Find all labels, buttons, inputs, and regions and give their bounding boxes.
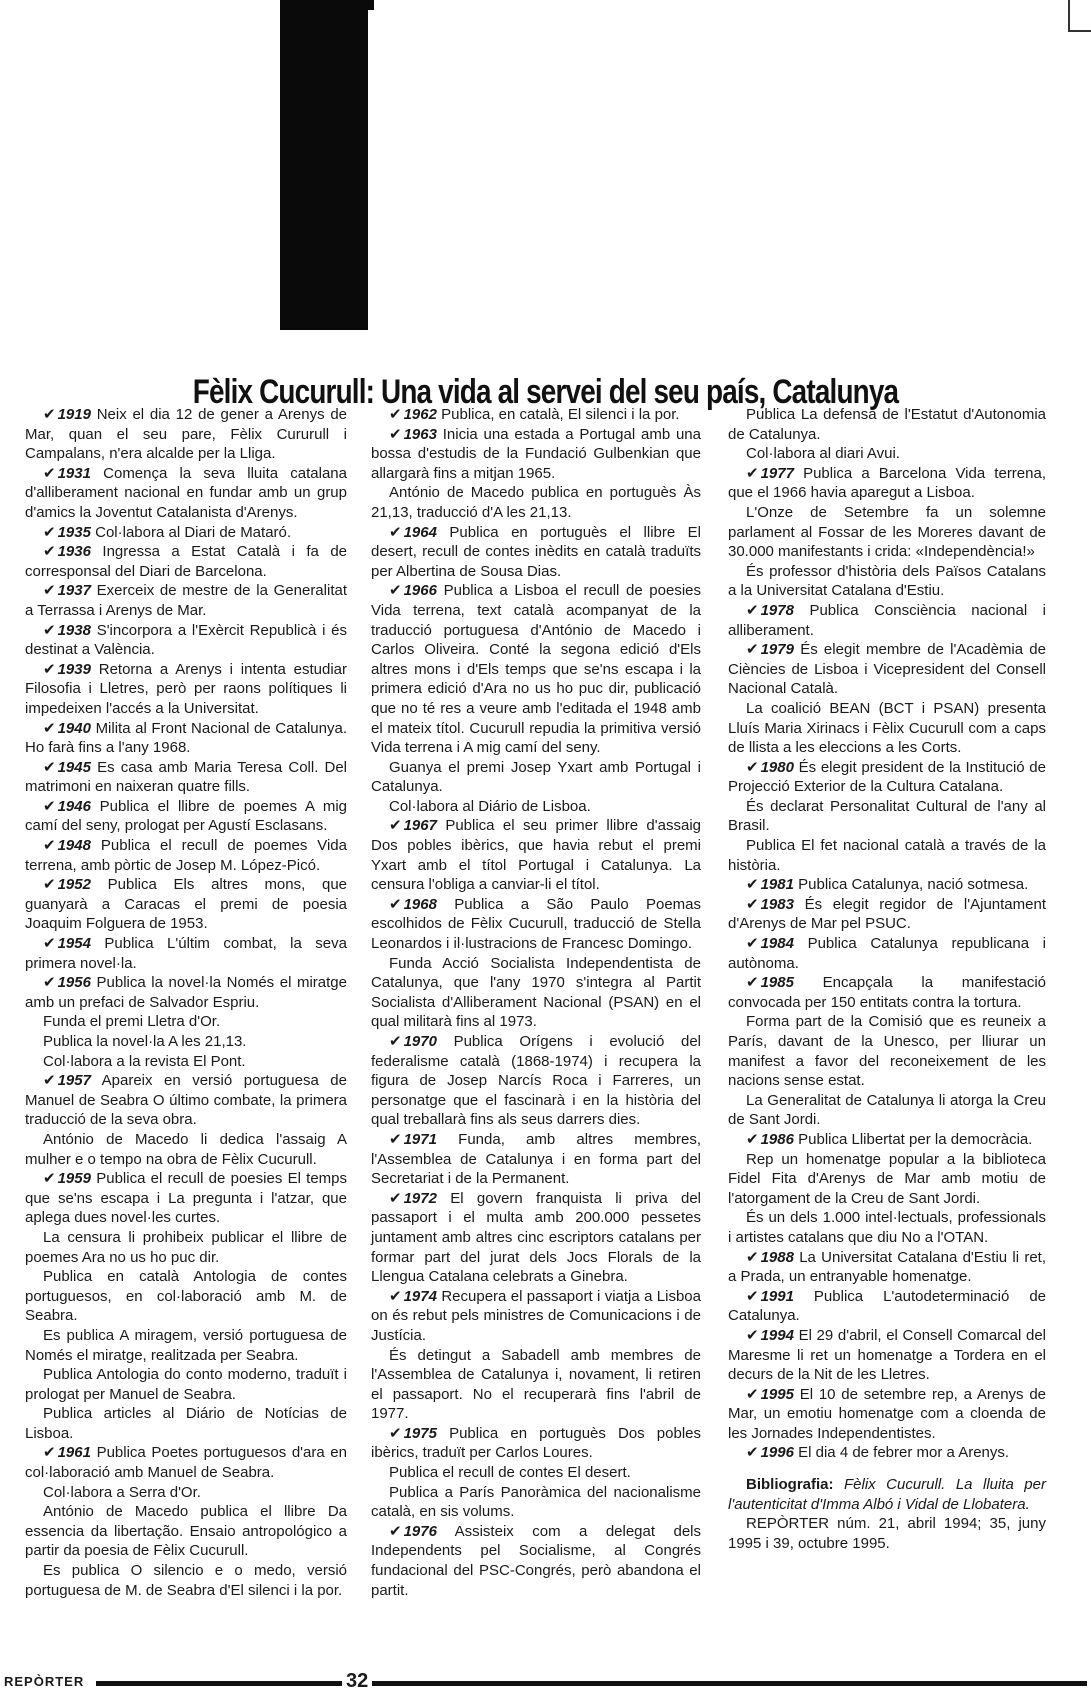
entry-year: 1964 bbox=[403, 523, 437, 541]
entry-text: És professor d'història dels Països Catalans a la Universitat Catalana d'Estiu. bbox=[728, 562, 1046, 600]
checkmark-icon: ✔ bbox=[43, 876, 56, 894]
entry-text: Forma part de la Comisió que es reuneix a París, davant de la Unesco, per lliurar un manifest a favor del reconeixement de les nacions sense estat. bbox=[728, 1013, 1046, 1090]
timeline-note bbox=[728, 797, 1046, 836]
timeline-entry bbox=[728, 1326, 1046, 1385]
timeline-entry bbox=[728, 1443, 1046, 1463]
entry-text: Encapçala la manifestació convocada per 150 entitats contra la tortura. bbox=[728, 974, 1047, 1011]
checkmark-icon: ✔ bbox=[43, 523, 56, 541]
entry-text: El 10 de setembre rep, a Arenys de Mar, un emotiu homenatge com a cloenda de les Jornades Independentistes. bbox=[728, 1385, 1046, 1442]
magazine-name: REPÒRTER bbox=[4, 1674, 85, 1689]
entry-year: 1957 bbox=[57, 1072, 91, 1090]
entry-text: La coalició BEAN (BCT i PSAN) presenta Lluís Maria Xirinacs i Fèlix Cucurull com a caps de llista a les eleccions a les Corts. bbox=[728, 699, 1046, 757]
timeline-entry bbox=[25, 758, 347, 797]
entry-text: Publica el recull de contes El desert. bbox=[389, 1464, 631, 1482]
timeline-note bbox=[728, 1150, 1046, 1209]
entry-text: Col·labora a Serra d'Or. bbox=[43, 1483, 201, 1501]
checkmark-icon: ✔ bbox=[389, 1522, 402, 1540]
entry-text: Col·labora a la revista El Pont. bbox=[43, 1052, 246, 1070]
entry-text: Funda Acció Socialista Independentista de Catalunya, que l'any 1970 s'integra al Partit Socialista d'Alliberament Nacional (PSAN) en el qual militarà fins al 1973. bbox=[371, 954, 701, 1031]
timeline-entry bbox=[371, 1522, 701, 1600]
entry-year: 1966 bbox=[403, 582, 437, 600]
checkmark-icon: ✔ bbox=[746, 1287, 759, 1305]
entry-year: 1974 bbox=[403, 1287, 437, 1305]
entry-text: Recupera el passaport i viatja a Lisboa on és rebut pels ministres de Comunicacions i de Justícia. bbox=[371, 1287, 701, 1344]
entry-text: Publica en portuguès Dos pobles ibèrics, traduït per Carlos Loures. bbox=[371, 1424, 701, 1462]
entry-year: 1945 bbox=[57, 758, 91, 776]
timeline-entry bbox=[371, 523, 701, 582]
entry-year: 1967 bbox=[403, 817, 437, 835]
checkmark-icon: ✔ bbox=[43, 543, 56, 561]
timeline-note bbox=[728, 1012, 1046, 1090]
bibliography-text: Fèlix Cucurull. La lluita per l'autenticitat d'Imma Albó i Vidal de Llobatera. bbox=[728, 1476, 1046, 1513]
entry-text: Publica a París Panoràmica del nacionalisme català, en sis volums. bbox=[371, 1483, 701, 1521]
timeline-entry bbox=[371, 1032, 701, 1130]
timeline-entry bbox=[371, 1189, 701, 1287]
timeline-entry bbox=[25, 464, 347, 523]
entry-text: És elegit regidor de l'Ajuntament d'Arenys de Mar pel PSUC. bbox=[728, 895, 1046, 933]
checkmark-icon: ✔ bbox=[389, 1424, 402, 1442]
footer-rule-left bbox=[96, 1681, 342, 1686]
entry-year: 1976 bbox=[403, 1522, 437, 1540]
entry-text: Milita al Front Nacional de Catalunya. Ho farà fins a l'any 1968. bbox=[25, 719, 347, 757]
entry-text: António de Macedo publica en portuguès Às 21,13, traducció d'A les 21,13. bbox=[371, 484, 701, 521]
timeline-entry bbox=[728, 1248, 1046, 1287]
entry-text: Apareix en versió portuguesa de Manuel de Seabra O último combate, la primera traducció de la seva obra. bbox=[25, 1072, 347, 1129]
page-title: Fèlix Cucurull: Una vida al servei del seu país, Catalunya bbox=[192, 372, 899, 411]
timeline-entry bbox=[25, 1169, 347, 1228]
timeline-note bbox=[25, 1012, 347, 1032]
timeline-entry bbox=[25, 1071, 347, 1130]
entry-year: 1952 bbox=[57, 876, 91, 894]
timeline-note bbox=[25, 1561, 347, 1600]
entry-text: Publica el seu primer llibre d'assaig Dos pobles ibèrics, que havia rebut el premi Yxart amb el títol Portugal i Catalunya. La censura l'obliga a canviar-li el títol. bbox=[371, 817, 701, 894]
entry-text: L'Onze de Setembre fa un solemne parlament al Fossar de les Moreres davant de 30.000 manifestants i crida: «Independència!» bbox=[728, 503, 1046, 561]
page-number: 32 bbox=[346, 1670, 369, 1692]
entry-year: 1972 bbox=[403, 1189, 437, 1207]
timeline-note bbox=[728, 444, 1046, 464]
timeline-entry bbox=[25, 797, 347, 836]
timeline-entry bbox=[25, 581, 347, 620]
timeline-entry bbox=[25, 405, 347, 464]
entry-text: Publica Antologia do conto moderno, traduït i prologat per Manuel de Seabra. bbox=[25, 1366, 347, 1403]
entry-text: Exerceix de mestre de la Generalitat a Terrassa i Arenys de Mar. bbox=[25, 582, 347, 619]
entry-text: És detingut a Sabadell amb membres de l'Assemblea de Catalunya i, novament, li retiren el passaport. No el recuperarà fins l'abril de 1977. bbox=[371, 1346, 701, 1423]
entry-year: 1935 bbox=[57, 523, 91, 541]
checkmark-icon: ✔ bbox=[389, 406, 402, 423]
timeline-entry bbox=[25, 875, 347, 934]
timeline-entry bbox=[371, 895, 701, 954]
checkmark-icon: ✔ bbox=[43, 758, 56, 776]
entry-text: Publica Catalunya republicana i autònoma. bbox=[728, 935, 1046, 972]
timeline-note bbox=[728, 836, 1046, 875]
timeline-entry bbox=[371, 425, 701, 484]
timeline-entry bbox=[25, 973, 347, 1012]
checkmark-icon: ✔ bbox=[43, 719, 56, 737]
timeline-entry bbox=[25, 542, 347, 581]
timeline-note bbox=[371, 1483, 701, 1522]
entry-year: 1946 bbox=[57, 797, 91, 815]
entry-text: Publica a Lisboa el recull de poesies Vida terrena, text català acompanyat de la traducció portuguesa d'António de Macedo i Carlos Oliveira. Conté la segona edició d'Els altres mons i d'Els temps que se'ns escapa i la primera edició d'Ara no us ho puc dir, publicació que no té res a veure amb l'editada el 1948 amb el mateix títol. Cucurull repudia la primitiva versió Vida terrena i A mig camí del seny. bbox=[371, 582, 702, 757]
entry-year: 1986 bbox=[760, 1130, 794, 1148]
timeline-entry bbox=[25, 934, 347, 973]
entry-year: 1988 bbox=[760, 1248, 794, 1266]
timeline-entry bbox=[25, 523, 347, 543]
checkmark-icon: ✔ bbox=[389, 1189, 402, 1207]
timeline-entry bbox=[25, 660, 347, 719]
bibliography-refs: REPÒRTER núm. 21, abril 1994; 35, juny 1995 i 39, octubre 1995. bbox=[728, 1515, 1046, 1552]
checkmark-icon: ✔ bbox=[389, 1130, 402, 1148]
checkmark-icon: ✔ bbox=[43, 660, 56, 678]
entry-year: 1968 bbox=[403, 895, 437, 913]
entry-year: 1954 bbox=[57, 935, 91, 953]
timeline-entry bbox=[371, 1424, 701, 1463]
entry-text: Publica Catalunya, nació sotmesa. bbox=[798, 876, 1029, 894]
decorative-black-block bbox=[280, 0, 368, 330]
entry-text: Es casa amb Maria Teresa Coll. Del matrimoni en naixeran quatre fills. bbox=[25, 758, 347, 796]
timeline-note bbox=[371, 483, 701, 522]
timeline-note bbox=[25, 1483, 347, 1503]
timeline-entry bbox=[728, 1287, 1046, 1326]
column-3 bbox=[728, 405, 1046, 1553]
timeline-note bbox=[25, 1365, 347, 1404]
bibliography bbox=[728, 1475, 1046, 1514]
entry-text: Rep un homenatge popular a la biblioteca Fidel Fita d'Arenys de Mar amb motiu de l'atorgament de la Creu de Sant Jordi. bbox=[728, 1150, 1046, 1207]
checkmark-icon: ✔ bbox=[389, 817, 402, 835]
timeline-entry bbox=[371, 581, 701, 757]
checkmark-icon: ✔ bbox=[43, 797, 56, 815]
checkmark-icon: ✔ bbox=[43, 464, 56, 482]
checkmark-icon: ✔ bbox=[389, 1033, 402, 1050]
timeline-note bbox=[728, 699, 1046, 758]
timeline-entry bbox=[728, 640, 1046, 699]
entry-text: Neix el dia 12 de gener a Arenys de Mar, quan el seu pare, Fèlix Cururull i Campalans, n'era alcalde per la Lliga. bbox=[25, 406, 347, 463]
entry-text: Publica en català Antologia de contes portuguesos, en col·laboració amb M. de Seabra. bbox=[25, 1268, 347, 1325]
checkmark-icon: ✔ bbox=[43, 1072, 56, 1090]
timeline-note bbox=[25, 1228, 347, 1267]
entry-year: 1937 bbox=[57, 582, 91, 600]
entry-text: António de Macedo li dedica l'assaig A mulher e o tempo na obra de Fèlix Cucurull. bbox=[25, 1130, 347, 1168]
entry-year: 1970 bbox=[403, 1033, 437, 1050]
timeline-entry bbox=[728, 1130, 1046, 1150]
entry-year: 1984 bbox=[760, 935, 794, 953]
entry-text: És declarat Personalitat Cultural de l'any al Brasil. bbox=[728, 797, 1046, 835]
entry-text: Funda el premi Lletra d'Or. bbox=[43, 1013, 221, 1031]
timeline-entry bbox=[728, 464, 1046, 503]
entry-year: 1980 bbox=[760, 758, 794, 776]
checkmark-icon: ✔ bbox=[746, 1248, 759, 1266]
timeline-note bbox=[25, 1032, 347, 1052]
checkmark-icon: ✔ bbox=[746, 758, 759, 776]
checkmark-icon: ✔ bbox=[389, 425, 402, 443]
timeline-note bbox=[728, 1208, 1046, 1247]
entry-text: Retorna a Arenys i intenta estudiar Filosofia i Lletres, però per raons polítiques li impedeixen l'accés a la Universitat. bbox=[25, 660, 347, 717]
entry-text: Publica Llibertat per la democràcia. bbox=[798, 1130, 1033, 1148]
entry-text: El 29 d'abril, el Consell Comarcal del Maresme li ret un homenatge a Tordera en el decurs de la Nit de les Lletres. bbox=[728, 1326, 1046, 1384]
entry-text: Funda, amb altres membres, l'Assemblea de Catalunya i en forma part del Secretariat i de la Permanent. bbox=[371, 1130, 701, 1188]
timeline-note bbox=[728, 562, 1046, 601]
checkmark-icon: ✔ bbox=[389, 1287, 402, 1305]
entry-year: 1956 bbox=[57, 974, 91, 992]
entry-text: Es publica A miragem, versió portuguesa de Només el miratge, realitzada per Seabra. bbox=[25, 1326, 347, 1364]
timeline-note bbox=[371, 1346, 701, 1424]
timeline-entry bbox=[371, 405, 701, 425]
entry-text: Publica L'autodeterminació de Catalunya. bbox=[728, 1287, 1046, 1325]
timeline-note bbox=[25, 1130, 347, 1169]
checkmark-icon: ✔ bbox=[43, 621, 56, 639]
entry-year: 1962 bbox=[403, 406, 437, 423]
timeline-note bbox=[25, 1404, 347, 1443]
timeline-entry bbox=[25, 836, 347, 875]
checkmark-icon: ✔ bbox=[746, 601, 759, 619]
timeline-entry bbox=[728, 758, 1046, 797]
column-2 bbox=[371, 405, 701, 1600]
entry-year: 1936 bbox=[57, 543, 91, 561]
checkmark-icon: ✔ bbox=[746, 895, 759, 913]
timeline-note bbox=[728, 1091, 1046, 1130]
entry-text: Ingressa a Estat Català i fa de corresponsal del Diari de Barcelona. bbox=[25, 543, 348, 580]
entry-text: És elegit membre de l'Acadèmia de Ciències de Lisboa i Vicepresident del Consell Nacional Català. bbox=[728, 641, 1046, 698]
timeline-note bbox=[25, 1052, 347, 1072]
timeline-entry bbox=[371, 1130, 701, 1189]
entry-year: 1961 bbox=[57, 1444, 91, 1462]
column-1 bbox=[25, 405, 347, 1600]
entry-text: El govern franquista li priva del passaport i el multa amb 200.000 pessetes juntament amb altres cinc escriptors catalans per formar part del jurat dels Jocs Florals de la Llengua Catalana celebrats a Ginebra. bbox=[371, 1189, 701, 1286]
entry-text: Publica articles al Diário de Notícias de Lisboa. bbox=[25, 1405, 347, 1442]
entry-text: Publica, en català, El silenci i la por. bbox=[441, 406, 680, 423]
entry-text: Assisteix com a delegat dels Independents pel Socialisme, al Congrés fundacional del PSC-Congrés, però abandona el partit. bbox=[371, 1522, 702, 1599]
checkmark-icon: ✔ bbox=[43, 974, 56, 992]
entry-text: Comença la seva lluita catalana d'alliberament nacional en fundar amb un grup d'amics la Joventut Catalanista d'Arenys. bbox=[25, 464, 347, 521]
page-footer bbox=[0, 1672, 1091, 1694]
entry-year: 1996 bbox=[760, 1444, 794, 1462]
timeline-entry bbox=[728, 875, 1046, 895]
entry-year: 1919 bbox=[57, 406, 91, 423]
timeline-note bbox=[371, 758, 701, 797]
timeline-entry bbox=[728, 895, 1046, 934]
checkmark-icon: ✔ bbox=[43, 406, 56, 423]
entry-text: Publica L'últim combat, la seva primera novel·la. bbox=[25, 935, 347, 972]
timeline-note bbox=[371, 954, 701, 1032]
timeline-note bbox=[25, 1326, 347, 1365]
checkmark-icon: ✔ bbox=[746, 1444, 759, 1462]
entry-year: 1978 bbox=[760, 601, 794, 619]
checkmark-icon: ✔ bbox=[43, 1170, 56, 1188]
timeline-entry bbox=[25, 719, 347, 758]
checkmark-icon: ✔ bbox=[43, 837, 56, 855]
entry-text: Col·labora al diari Avui. bbox=[746, 445, 900, 463]
timeline-note bbox=[371, 1463, 701, 1483]
timeline-entry bbox=[728, 601, 1046, 640]
checkmark-icon: ✔ bbox=[746, 1385, 759, 1403]
entry-text: Publica la novel·la Només el miratge amb un prefaci de Salvador Espriu. bbox=[25, 974, 347, 1011]
entry-text: El dia 4 de febrer mor a Arenys. bbox=[798, 1444, 1010, 1462]
checkmark-icon: ✔ bbox=[43, 582, 56, 600]
entry-year: 1985 bbox=[760, 974, 794, 992]
entry-text: Publica la novel·la A les 21,13. bbox=[43, 1033, 247, 1050]
timeline-note bbox=[25, 1502, 347, 1561]
entry-text: Col·labora al Diário de Lisboa. bbox=[389, 797, 591, 815]
entry-text: Publica en portuguès el llibre El desert, recull de contes inèdits en català traduïts per Albertina de Sousa Dias. bbox=[371, 523, 702, 580]
checkmark-icon: ✔ bbox=[43, 935, 56, 953]
timeline-entry bbox=[371, 816, 701, 894]
timeline-entry bbox=[371, 1287, 701, 1346]
bibliography-label: Bibliografia: bbox=[746, 1476, 834, 1494]
checkmark-icon: ✔ bbox=[746, 641, 759, 659]
entry-year: 1971 bbox=[403, 1130, 437, 1148]
entry-year: 1939 bbox=[57, 660, 91, 678]
entry-text: És un dels 1.000 intel·lectuals, professionals i artistes catalans que diu No a l'OTAN. bbox=[728, 1209, 1046, 1246]
timeline-note bbox=[728, 405, 1046, 444]
entry-text: Publica el recull de poemes Vida terrena, amb pòrtic de Josep M. López-Picó. bbox=[25, 837, 347, 874]
entry-text: La Generalitat de Catalunya li atorga la Creu de Sant Jordi. bbox=[728, 1091, 1046, 1129]
entry-year: 1977 bbox=[760, 464, 794, 482]
entry-text: António de Macedo publica el llibre Da essencia da libertação. Ensaio antropológico a partir da poesia de Fèlix Cucurull. bbox=[25, 1503, 347, 1560]
checkmark-icon: ✔ bbox=[389, 523, 402, 541]
entry-year: 1983 bbox=[760, 895, 794, 913]
entry-text: Publica Consciència nacional i alliberament. bbox=[728, 601, 1046, 639]
timeline-entry bbox=[728, 973, 1046, 1012]
entry-year: 1940 bbox=[57, 719, 91, 737]
entry-text: Publica Orígens i evolució del federalisme català (1868-1974) i recupera la figura de Josep Narcís Roca i Farreres, un personatge que el fascinarà i en la història del qual treballarà fins als seus darrers dies. bbox=[371, 1033, 701, 1129]
checkmark-icon: ✔ bbox=[746, 464, 759, 482]
entry-text: Inicia una estada a Portugal amb una bossa d'estudis de la Fundació Gulbenkian que allargarà fins a mitjan 1965. bbox=[371, 425, 701, 482]
entry-year: 1959 bbox=[57, 1170, 91, 1188]
entry-year: 1981 bbox=[760, 876, 794, 894]
timeline-note bbox=[371, 797, 701, 817]
checkmark-icon: ✔ bbox=[43, 1444, 56, 1462]
timeline-note bbox=[25, 1267, 347, 1326]
entry-year: 1979 bbox=[760, 641, 794, 659]
timeline-entry bbox=[728, 1385, 1046, 1444]
entry-text: La Universitat Catalana d'Estiu li ret, a Prada, un entranyable homenatge. bbox=[728, 1248, 1046, 1286]
timeline-entry bbox=[25, 1443, 347, 1482]
timeline-note bbox=[728, 503, 1046, 562]
entry-text: Publica a São Paulo Poemas escolhidos de Fèlix Cucurull, traducció de Stella Leonardos i il·lustracions de Francesc Domingo. bbox=[371, 895, 702, 953]
entry-year: 1931 bbox=[57, 464, 91, 482]
entry-text: Publica el llibre de poemes A mig camí del seny, prologat per Agustí Esclasans. bbox=[25, 797, 348, 835]
entry-text: Publica Els altres mons, que guanyarà a Caracas el premi de poesia Joaquim Folguera de 1953. bbox=[25, 876, 348, 933]
timeline-entry bbox=[25, 621, 347, 660]
entry-text: Publica a Barcelona Vida terrena, que el 1966 havia aparegut a Lisboa. bbox=[728, 464, 1046, 502]
checkmark-icon: ✔ bbox=[746, 876, 759, 894]
entry-year: 1948 bbox=[57, 837, 91, 855]
timeline-entry bbox=[728, 934, 1046, 973]
decorative-black-notch bbox=[368, 0, 374, 10]
entry-year: 1994 bbox=[760, 1326, 794, 1344]
checkmark-icon: ✔ bbox=[746, 1130, 759, 1148]
footer-rule-right bbox=[372, 1681, 1087, 1686]
entry-year: 1995 bbox=[760, 1385, 794, 1403]
corner-mark bbox=[1068, 0, 1091, 32]
checkmark-icon: ✔ bbox=[746, 974, 759, 992]
entry-text: Publica El fet nacional català a través de la història. bbox=[728, 837, 1046, 874]
entry-year: 1963 bbox=[403, 425, 437, 443]
entry-text: És elegit president de la Institució de Projecció Exterior de la Cultura Catalana. bbox=[728, 758, 1046, 796]
entry-text: Publica el recull de poesies El temps que se'ns escapa i La pregunta i l'atzar, que aplega dues novel·les curtes. bbox=[25, 1170, 348, 1227]
entry-year: 1975 bbox=[403, 1424, 437, 1442]
checkmark-icon: ✔ bbox=[389, 895, 402, 913]
entry-text: Publica Poetes portuguesos d'ara en col·laboració amb Manuel de Seabra. bbox=[25, 1444, 347, 1482]
entry-text: La censura li prohibeix publicar el llibre de poemes Ara no us ho puc dir. bbox=[25, 1228, 347, 1266]
entry-text: Es publica O silencio e o medo, versió portuguesa de M. de Seabra d'El silenci i la por. bbox=[25, 1562, 347, 1599]
entry-text: Col·labora al Diari de Mataró. bbox=[95, 523, 292, 541]
entry-year: 1991 bbox=[760, 1287, 794, 1305]
checkmark-icon: ✔ bbox=[389, 582, 402, 600]
entry-year: 1938 bbox=[57, 621, 91, 639]
checkmark-icon: ✔ bbox=[746, 935, 759, 953]
entry-text: S'incorpora a l'Exèrcit Republicà i és destinat a València. bbox=[25, 621, 347, 659]
entry-text: Publica La defensa de l'Estatut d'Autonomia de Catalunya. bbox=[728, 406, 1046, 443]
checkmark-icon: ✔ bbox=[746, 1326, 759, 1344]
entry-text: Guanya el premi Josep Yxart amb Portugal i Catalunya. bbox=[371, 758, 701, 796]
